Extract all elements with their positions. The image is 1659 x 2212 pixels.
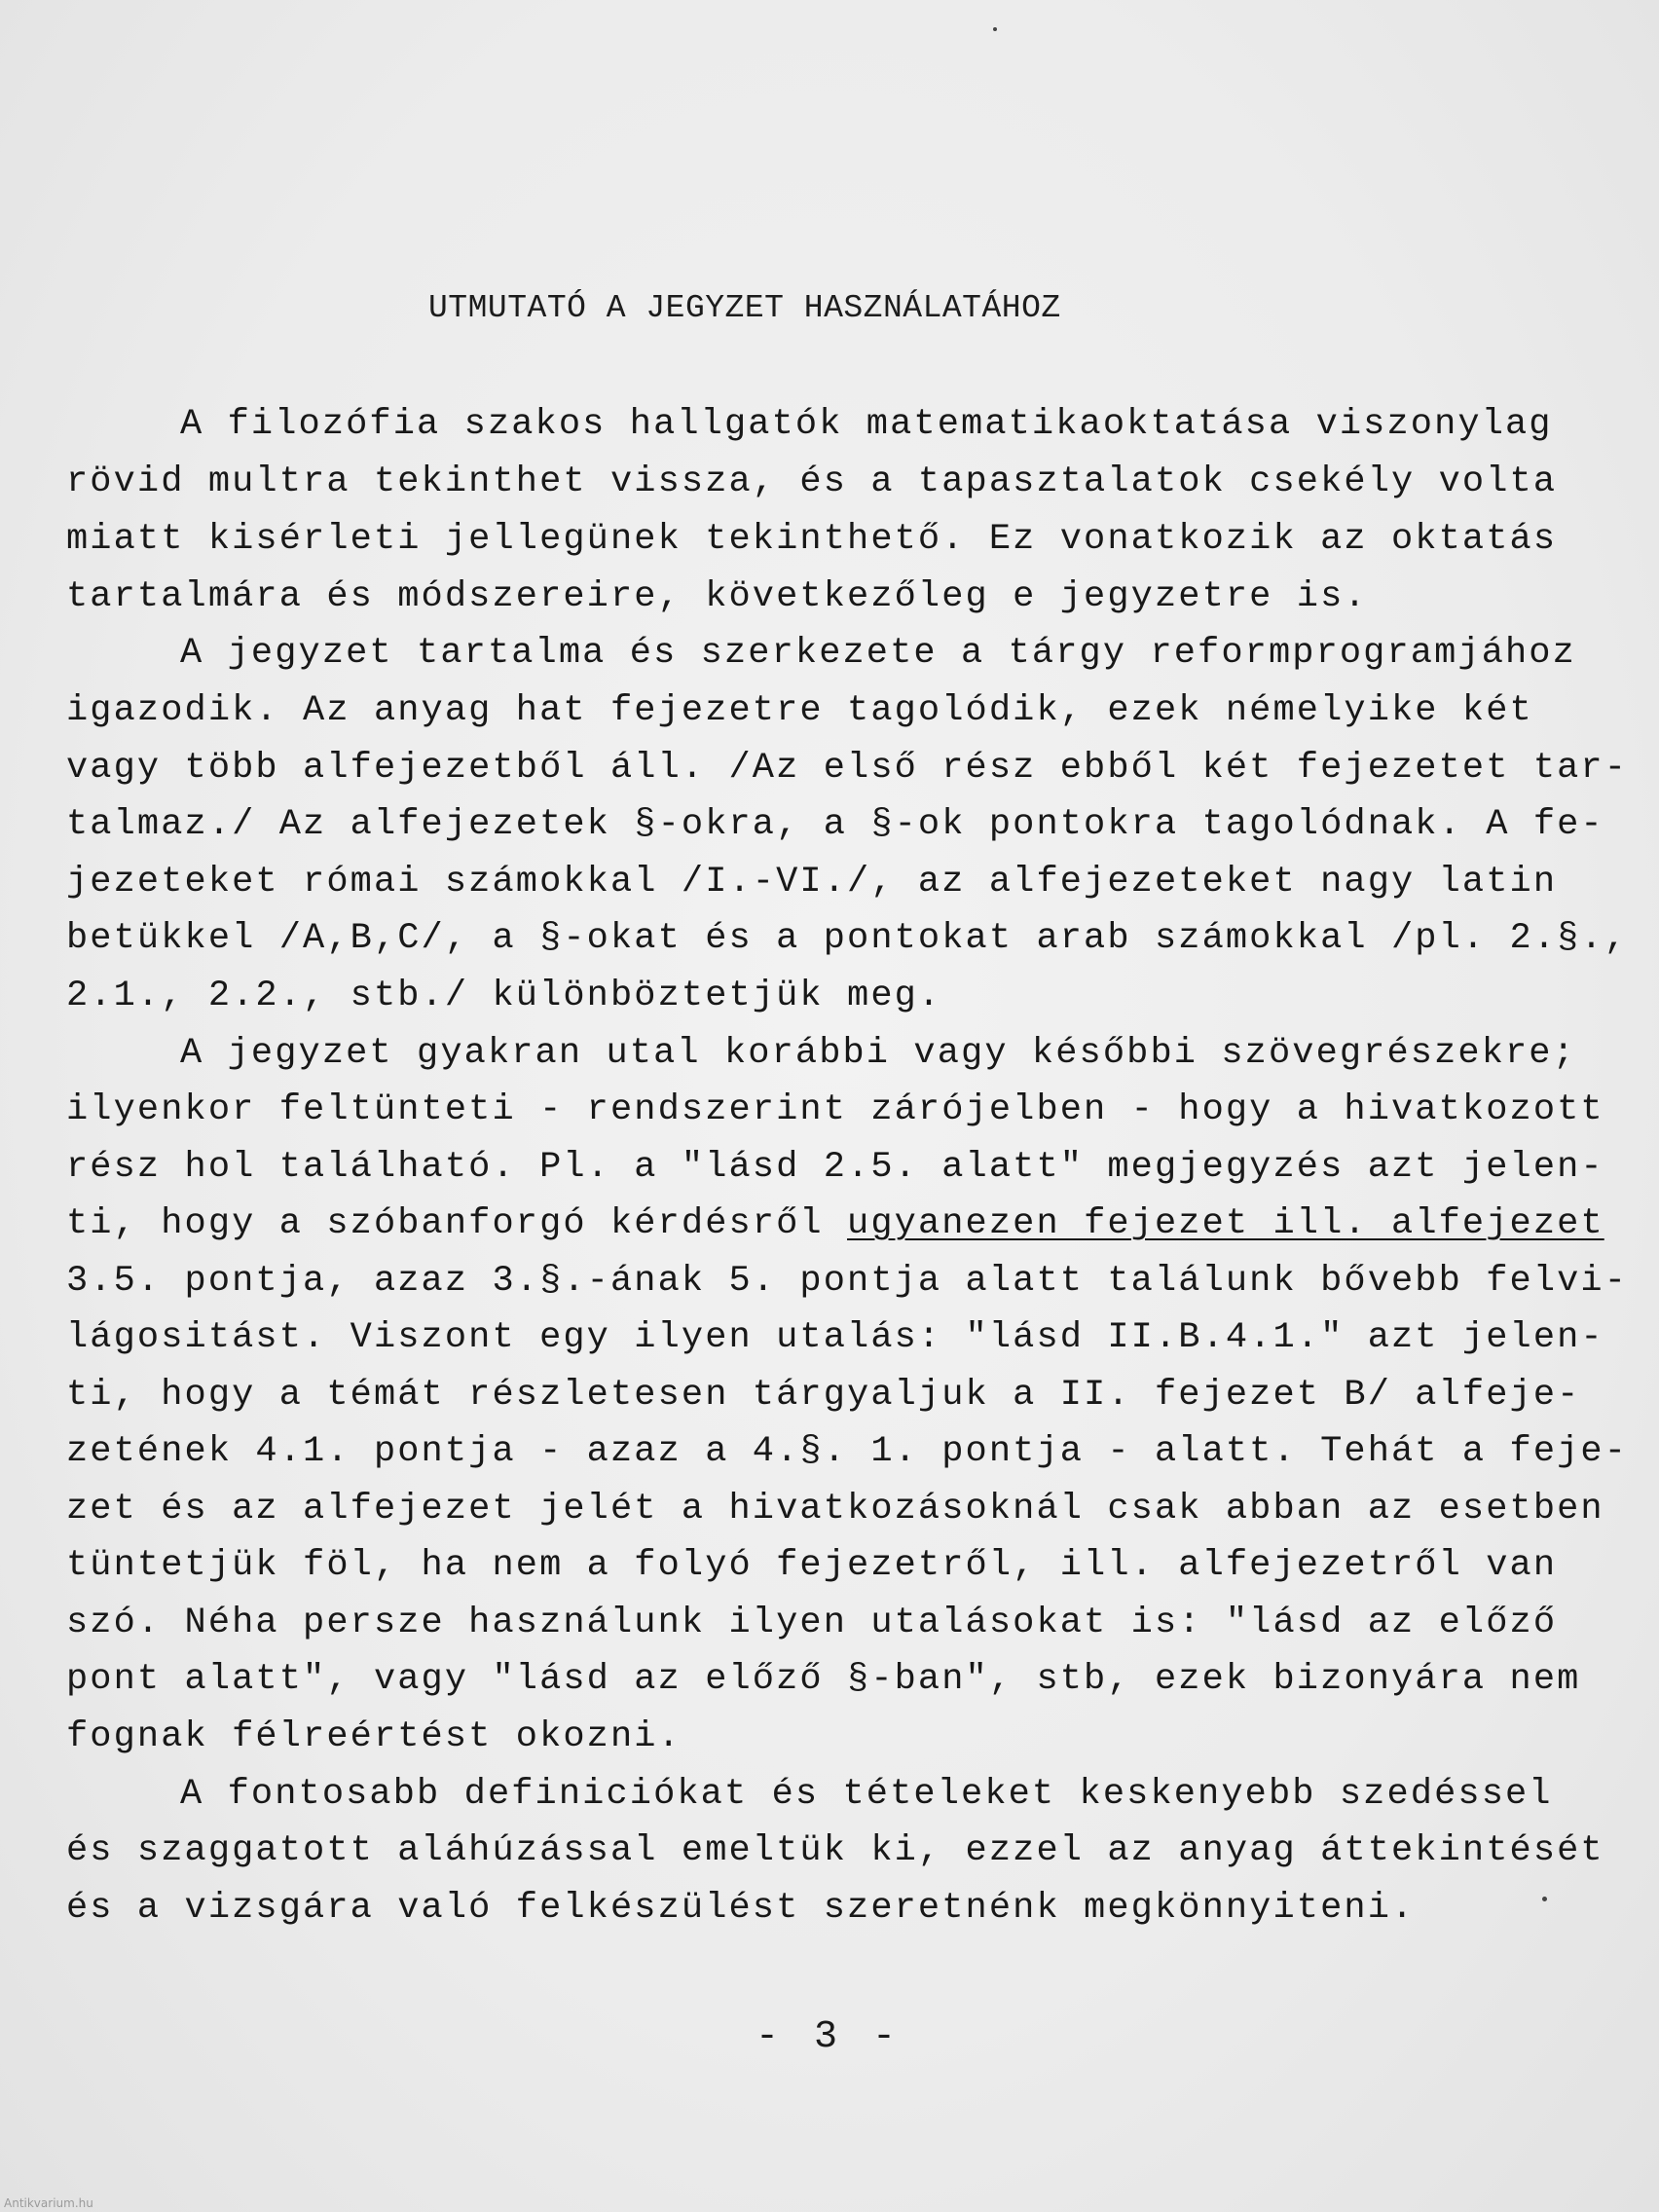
text-line: és szaggatott aláhúzással emeltük ki, ezzel az anyag áttekintését xyxy=(66,1830,1604,1871)
watermark: Antikvarium.hu xyxy=(4,2196,93,2210)
text-span: ti, hogy a szóbanforgó kérdésről xyxy=(66,1203,848,1244)
page-title: UTMUTATÓ A JEGYZET HASZNÁLATÁHOZ xyxy=(428,290,1061,326)
text-line: ilyenkor feltünteti - rendszerint zárójelben - hogy a hivatkozott xyxy=(66,1089,1604,1130)
text-line: vagy több alfejezetből áll. /Az első rész ebből két fejezetet tar- xyxy=(66,748,1629,789)
text-line: igazodik. Az anyag hat fejezetre tagolódik, ezek némelyike két xyxy=(66,690,1533,731)
text-line: tüntetjük föl, ha nem a folyó fejezetről, ill. alfejezetről van xyxy=(66,1545,1558,1586)
text-line: lágositást. Viszont egy ilyen utalás: "lásd II.B.4.1." azt jelen- xyxy=(66,1317,1604,1358)
text-line: tartalmára és módszereire, következőleg e jegyzetre is. xyxy=(66,576,1368,617)
text-line: A filozófia szakos hallgatók matematikaoktatása viszonylag xyxy=(180,404,1553,445)
text-line: A fontosabb definiciókat és tételeket keskenyebb szedéssel xyxy=(180,1774,1553,1815)
text-line: zetének 4.1. pontja - azaz a 4.§. 1. pontja - alatt. Tehát a feje- xyxy=(66,1431,1629,1472)
text-line: fognak félreértést okozni. xyxy=(66,1716,682,1757)
text-line: rövid multra tekinthet vissza, és a tapasztalatok csekély volta xyxy=(66,461,1558,502)
text-line: miatt kisérleti jellegünek tekinthető. Ez vonatkozik az oktatás xyxy=(66,519,1558,560)
text-line: 2.1., 2.2., stb./ különböztetjük meg. xyxy=(66,976,942,1016)
text-line: A jegyzet tartalma és szerkezete a tárgy reformprogramjához xyxy=(180,633,1576,674)
text-line: pont alatt", vagy "lásd az előző §-ban", stb, ezek bizonyára nem xyxy=(66,1659,1581,1700)
page-number: - 3 - xyxy=(756,2015,903,2059)
text-line: jezeteket római számokkal /I.-VI./, az alfejezeteket nagy latin xyxy=(66,862,1558,903)
text-line: 3.5. pontja, azaz 3.§.-ának 5. pontja alatt találunk bővebb felvi- xyxy=(66,1261,1629,1302)
paper-speck xyxy=(993,27,997,31)
text-line: rész hol található. Pl. a "lásd 2.5. alatt" megjegyzés azt jelen- xyxy=(66,1147,1604,1188)
text-line: betükkel /A,B,C/, a §-okat és a pontokat arab számokkal /pl. 2.§., xyxy=(66,918,1629,959)
text-line: A jegyzet gyakran utal korábbi vagy későbbi szövegrészekre; xyxy=(180,1033,1576,1074)
text-line: és a vizsgára való felkészülést szeretnénk megkönnyiteni. xyxy=(66,1888,1416,1929)
text-line: szó. Néha persze használunk ilyen utalásokat is: "lásd az előző xyxy=(66,1603,1558,1643)
underlined-phrase: ugyanezen fejezet ill. alfejezet xyxy=(847,1203,1604,1244)
text-line: talmaz./ Az alfejezetek §-okra, a §-ok pontokra tagolódnak. A fe- xyxy=(66,804,1604,845)
paper-speck xyxy=(1542,1897,1547,1901)
text-line xyxy=(66,1203,1604,1244)
text-line: ti, hogy a témát részletesen tárgyaljuk a II. fejezet B/ alfeje- xyxy=(66,1375,1581,1416)
text-line: zet és az alfejezet jelét a hivatkozásoknál csak abban az esetben xyxy=(66,1489,1604,1530)
